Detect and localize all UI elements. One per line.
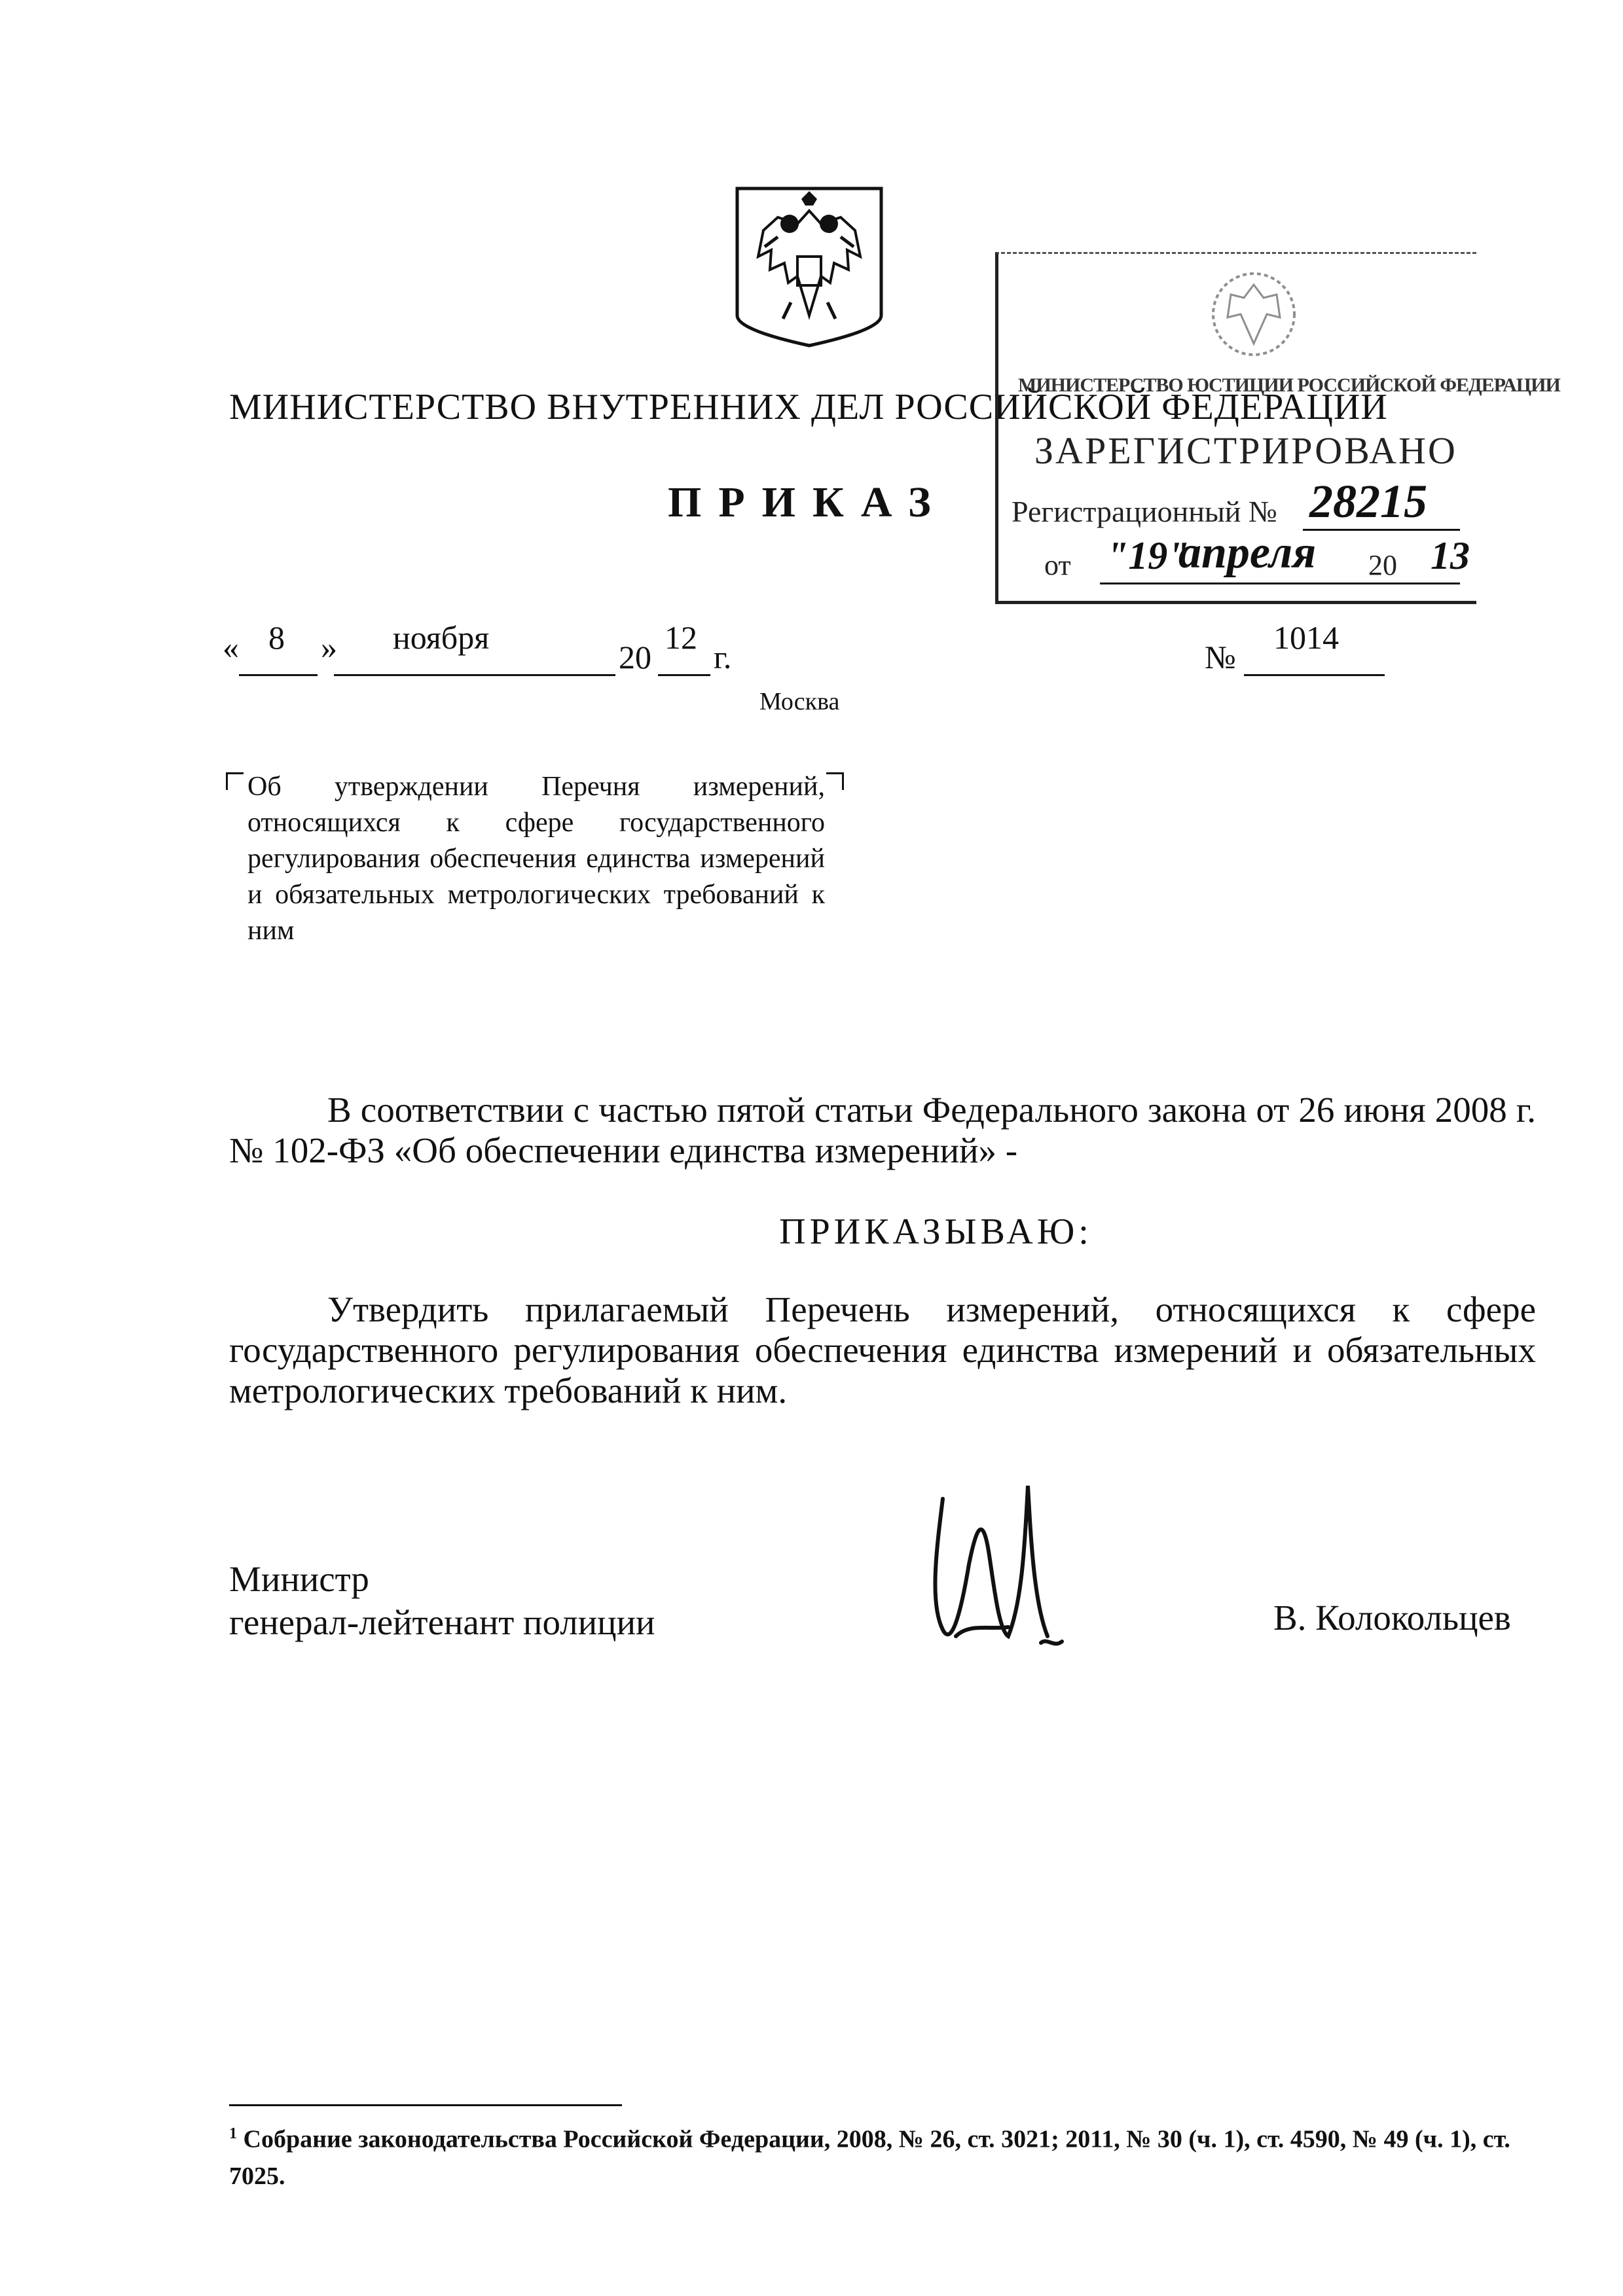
stamp-reg-underline <box>1303 529 1460 531</box>
stamp-month: апреля <box>1178 528 1317 578</box>
footnote-text: Собрание законодательства Российской Федерации, 2008, № 26, ст. 3021; 2011, № 30 (ч. 1), ст. 4590, № 49 (ч. 1), ст. 7025. <box>229 2125 1510 2190</box>
signatory-name: В. Колокольцев <box>1273 1598 1511 1638</box>
stamp-year-suffix: 13 <box>1431 534 1470 577</box>
order-number-label: № <box>1205 639 1236 675</box>
date-year-letter: г. <box>714 639 732 675</box>
ministry-title: МИНИСТЕРСТВО ВНУТРЕННИХ ДЕЛ РОССИЙСКОЙ ФЕДЕРАЦИИ <box>229 387 1388 427</box>
footnote <box>229 2115 1536 2195</box>
month-underline <box>334 674 615 676</box>
directive: Утвердить прилагаемый Перечень измерений, относящихся к сфере государственного регулирования обеспечения единства измерений и обязательных метрологических требований к ним. <box>229 1289 1536 1410</box>
date-day: 8 <box>268 619 285 656</box>
number-underline <box>1244 674 1385 676</box>
day-underline <box>239 674 318 676</box>
order-subject: Об утверждении Перечня измерений, относящихся к сфере государственного регулирования обеспечения единства измерений и обязательных метрологических требований к ним <box>247 772 825 946</box>
subject-right-corner <box>826 772 844 790</box>
footnote-divider <box>229 2104 622 2106</box>
date-year-prefix: 20 <box>619 639 651 675</box>
signatory-position <box>229 1558 655 1644</box>
order-word: ПРИКАЗЫВАЮ: <box>779 1211 1093 1252</box>
city: Москва <box>759 688 840 715</box>
stamp-day: "19" <box>1106 534 1190 577</box>
double-headed-eagle-icon <box>732 185 886 350</box>
document-type: ПРИКАЗ <box>668 478 948 526</box>
stamp-year-prefix: 20 <box>1368 549 1397 581</box>
signatory-rank: генерал-лейтенант полиции <box>229 1602 655 1642</box>
date-open-quote: « <box>223 629 239 666</box>
subject-left-corner <box>226 772 244 790</box>
handwritten-signature <box>917 1473 1074 1662</box>
footnote-mark: 1 <box>229 2125 237 2142</box>
stamp-reg-number: 28215 <box>1309 475 1427 528</box>
signatory-title: Министр <box>229 1559 369 1599</box>
date-year-suffix: 12 <box>665 619 697 656</box>
stamp-date-underline <box>1100 583 1460 584</box>
stamp-date-prefix: от <box>1044 549 1071 581</box>
stamp-ministry: МИНИСТЕРСТВО ЮСТИЦИИ РОССИЙСКОЙ ФЕДЕРАЦИИ <box>1018 374 1560 396</box>
stamp-emblem-icon <box>1205 265 1303 363</box>
stamp-registered: ЗАРЕГИСТРИРОВАНО <box>1034 429 1457 472</box>
date-month: ноября <box>393 619 490 656</box>
date-close-quote: » <box>321 629 337 666</box>
order-number: 1014 <box>1273 619 1339 656</box>
preamble: В соответствии с частью пятой статьи Федерального закона от 26 июня 2008 г. № 102-ФЗ «Об обеспечении единства измерений» - <box>229 1090 1536 1170</box>
stamp-reg-number-label: Регистрационный № <box>1012 495 1277 528</box>
coat-of-arms-emblem <box>732 185 886 350</box>
year-underline <box>658 674 710 676</box>
